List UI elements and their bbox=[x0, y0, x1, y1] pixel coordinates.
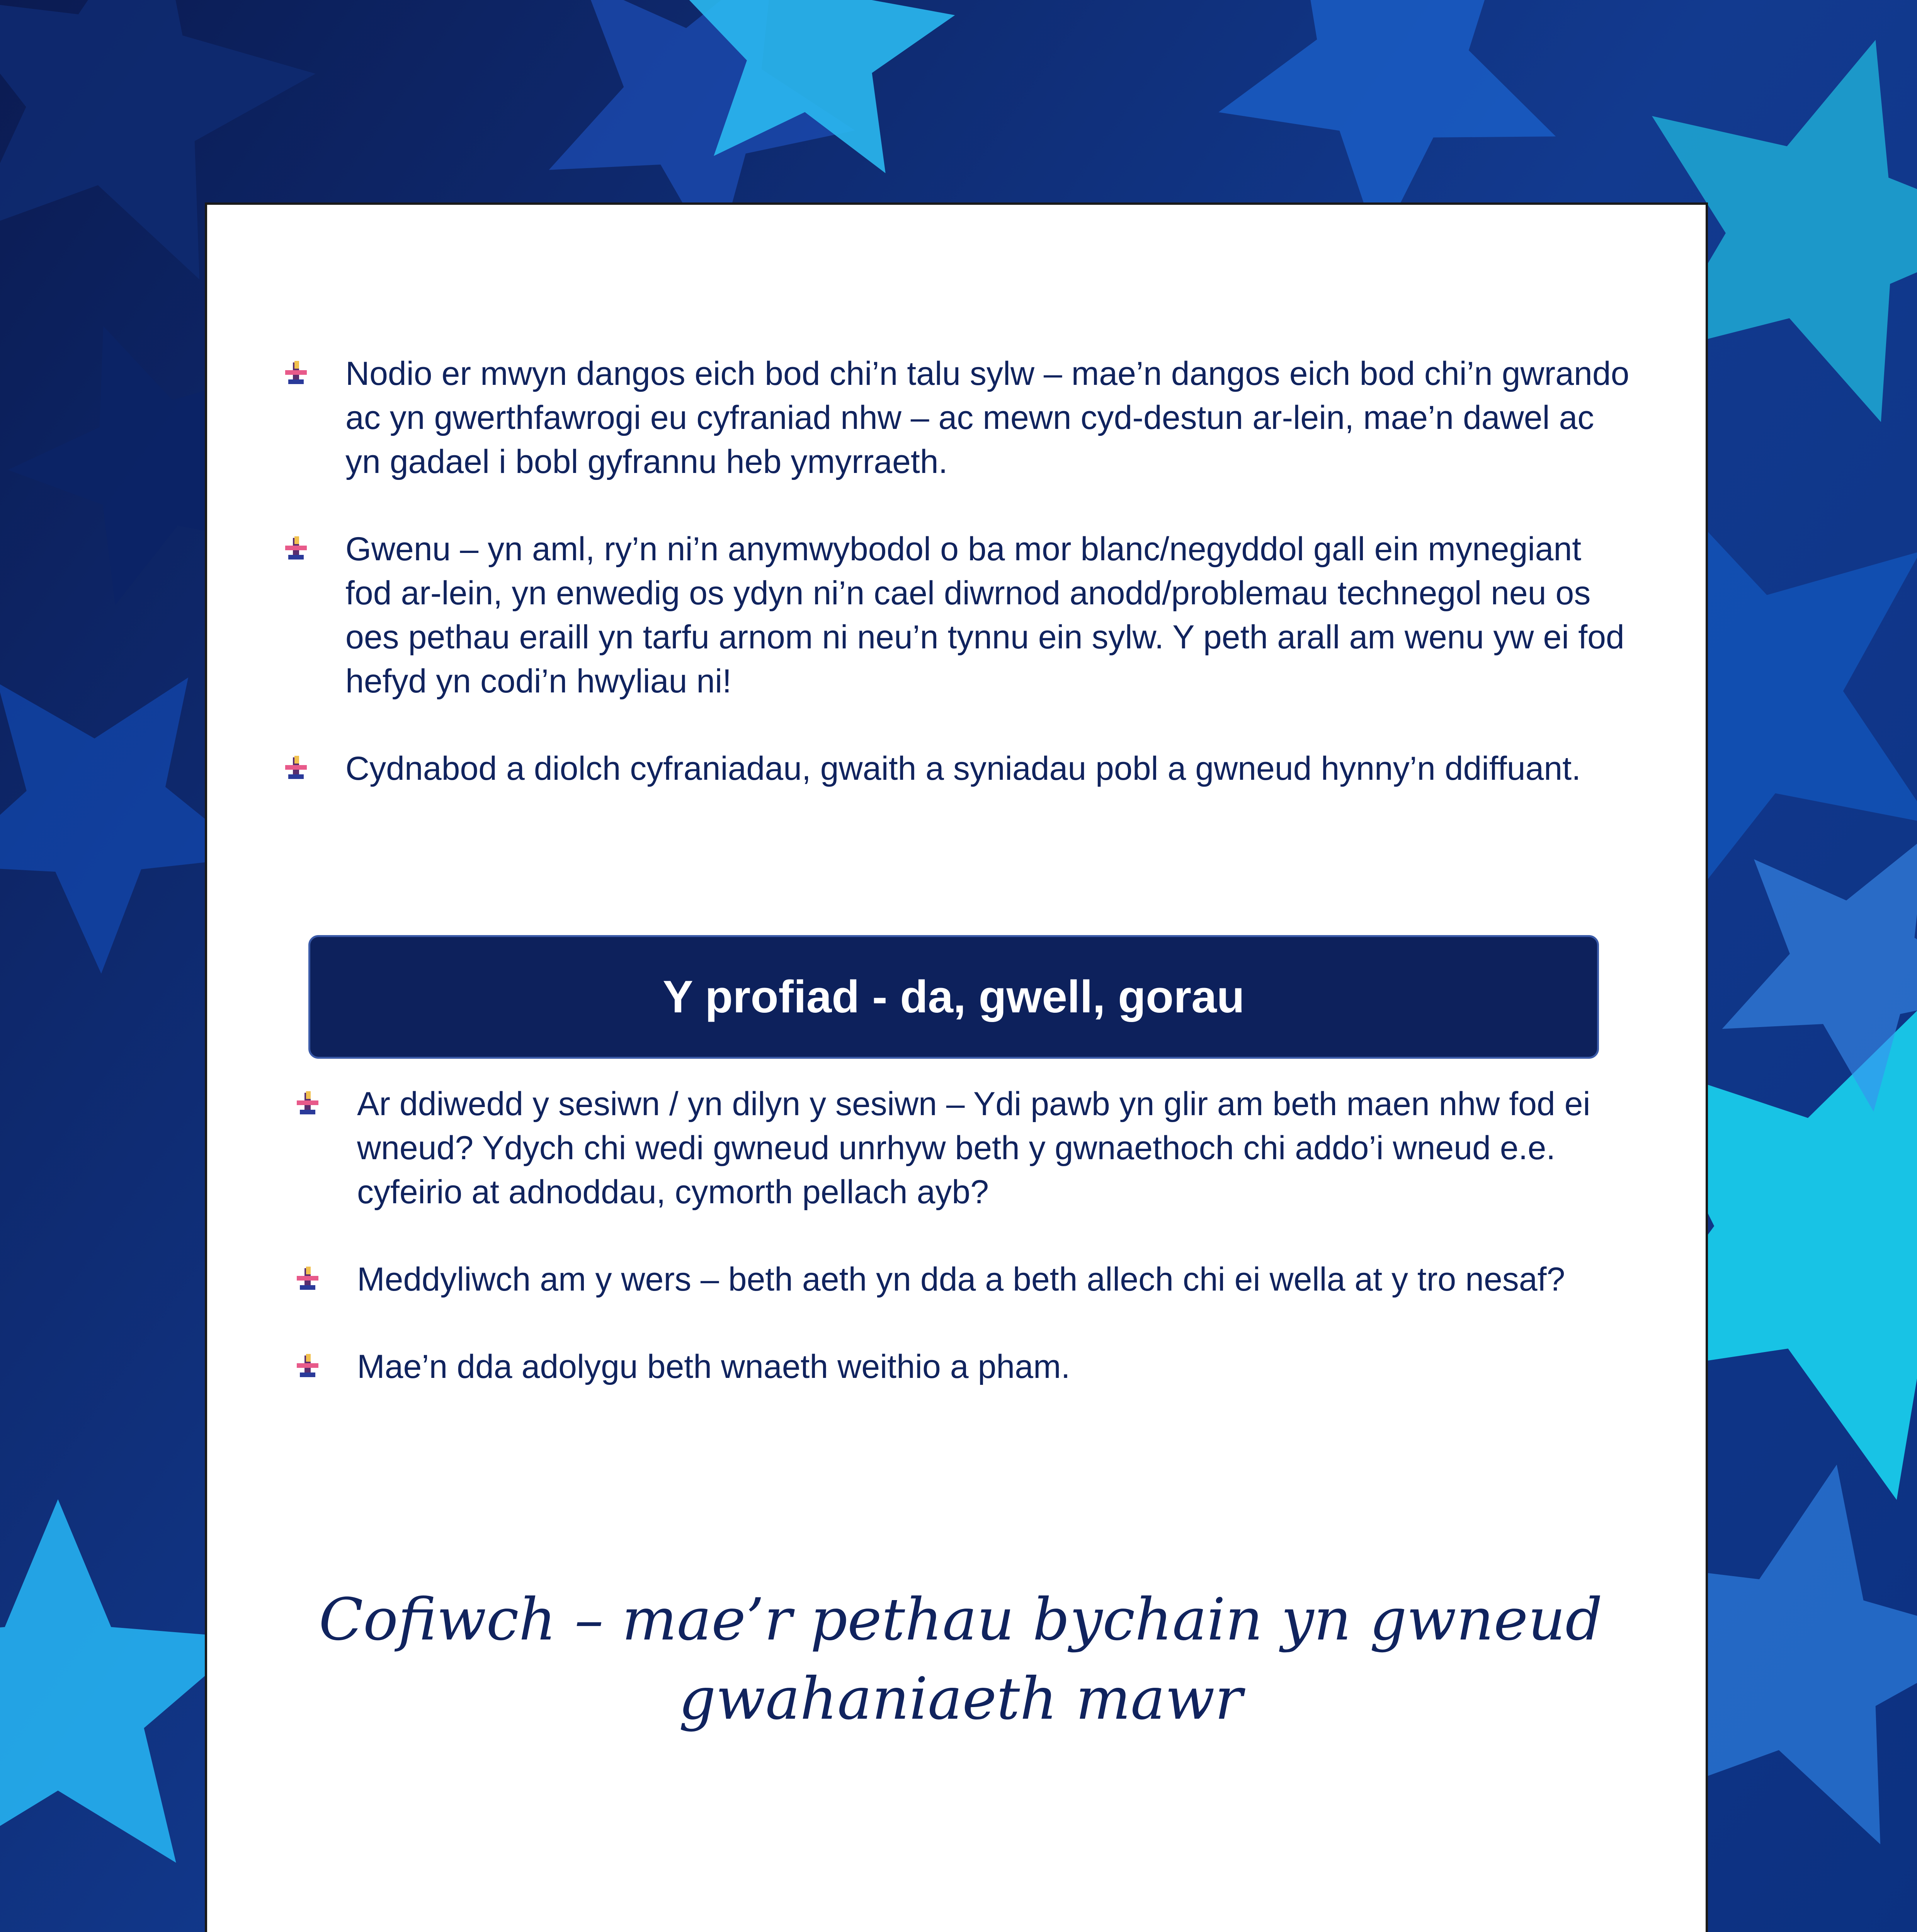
arrow-down-bullet-icon bbox=[295, 1267, 320, 1291]
section-banner bbox=[308, 935, 1599, 1059]
closing-message bbox=[284, 1580, 1637, 1739]
arrow-down-bullet-icon bbox=[295, 1354, 320, 1379]
list-item-text: Nodio er mwyn dangos eich bod chi’n talu sylw – mae’n dangos eich bod chi’n gwrando ac yn gwerthfawrogi eu cyfraniad nhw – ac mewn cyd-destun ar-lein, mae’n dawel ac yn gadael i bobl gyfrannu heb ymyrraeth. bbox=[345, 355, 1630, 480]
list-item-text: Ar ddiwedd y sesiwn / yn dilyn y sesiwn – Ydi pawb yn glir am beth maen nhw fod ei wneud? Ydych chi wedi gwneud unrhyw beth y gwnaethoch chi addo’i wneud e.e. cyfeirio at adnoddau, cymorth pellach ayb? bbox=[357, 1085, 1590, 1211]
arrow-down-bullet-icon bbox=[284, 361, 308, 386]
closing-line-2: gwahaniaeth mawr bbox=[679, 1665, 1243, 1733]
list-item-text: Cydnabod a diolch cyfraniadau, gwaith a syniadau pobl a gwneud hynny’n ddiffuant. bbox=[345, 750, 1581, 787]
content-card bbox=[205, 202, 1708, 1932]
arrow-down-bullet-icon bbox=[284, 756, 308, 781]
closing-line-1: Cofiwch – mae’r pethau bychain yn gwneud bbox=[319, 1586, 1602, 1653]
list-item-text: Gwenu – yn aml, ry’n ni’n anymwybodol o ba mor blanc/negyddol gall ein mynegiant fod ar-lein, yn enwedig os ydyn ni’n cael diwrnod anodd/problemau technegol neu os oes pethau eraill yn tarfu arnom ni neu’n tynnu ein sylw. Y peth arall am wenu yw ei fod hefyd yn codi’n hwyliau ni! bbox=[345, 531, 1624, 700]
list-item bbox=[284, 352, 1636, 484]
section1-list bbox=[284, 352, 1636, 834]
banner-title: Y profiad - da, gwell, gorau bbox=[663, 971, 1245, 1022]
list-item bbox=[284, 527, 1636, 703]
arrow-down-bullet-icon bbox=[284, 536, 308, 561]
arrow-down-bullet-icon bbox=[295, 1091, 320, 1116]
list-item bbox=[295, 1257, 1636, 1301]
list-item-text: Meddyliwch am y wers – beth aeth yn dda a beth allech chi ei wella at y tro nesaf? bbox=[357, 1261, 1565, 1298]
list-item bbox=[284, 747, 1636, 791]
list-item bbox=[295, 1082, 1636, 1214]
section2-list bbox=[295, 1082, 1636, 1432]
list-item bbox=[295, 1345, 1636, 1389]
list-item-text: Mae’n dda adolygu beth wnaeth weithio a pham. bbox=[357, 1348, 1070, 1385]
